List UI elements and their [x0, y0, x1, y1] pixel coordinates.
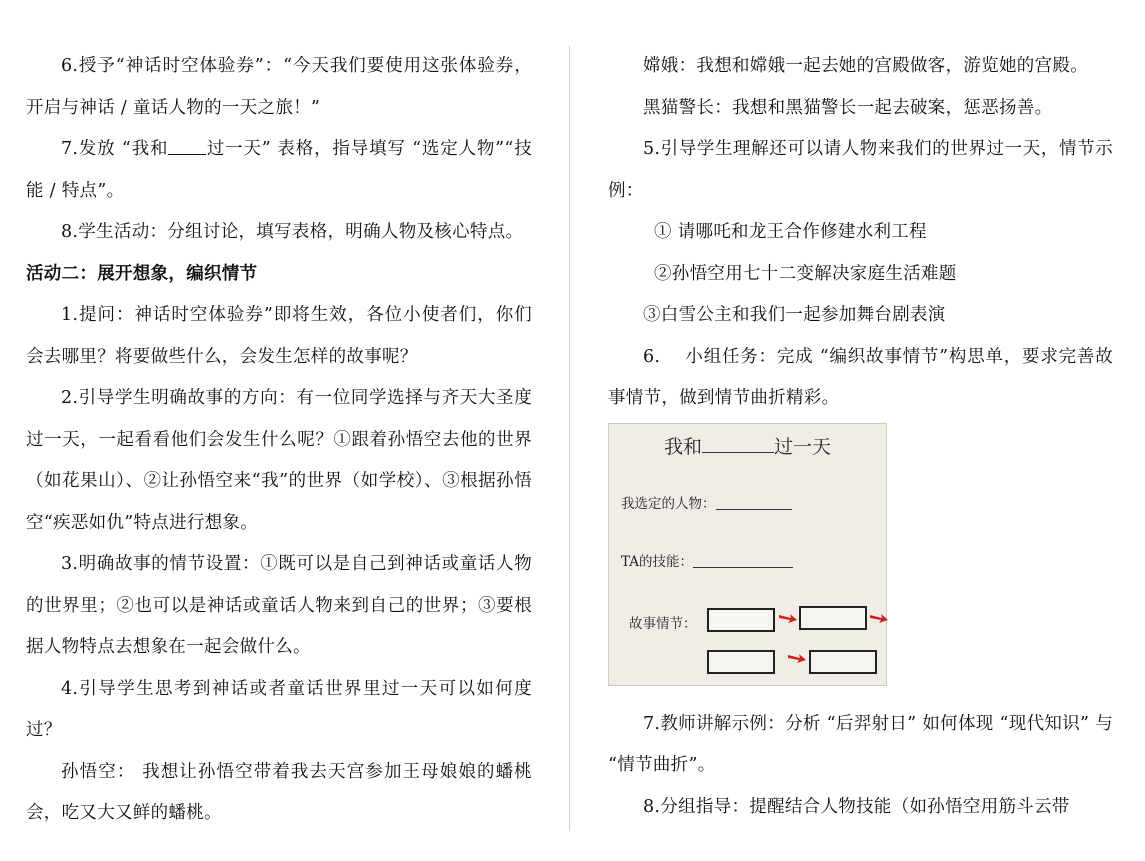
- arrow-icon: [778, 612, 798, 624]
- example-2: ②孙悟空用七十二变解决家庭生活难题: [654, 263, 957, 284]
- para-6: 6.授予“神话时空体验券”：“今天我们要使用这张体验券，开启与神话 / 童话人物的一天之旅！”: [26, 56, 532, 118]
- field-person-label: 我选定的人物：: [621, 496, 716, 512]
- para-7-a: 7.发放 “我和: [61, 139, 169, 159]
- plot-box-2: [799, 606, 867, 630]
- worksheet-field-skill: [621, 550, 793, 570]
- plot-box-3: [707, 650, 775, 674]
- para-7-b: 过一天” 表格，指导填写 “选定人物”“技能 / 特点”。: [26, 139, 532, 201]
- example-1: ① 请哪吒和龙王合作修建水利工程: [654, 222, 927, 242]
- para-wukong: 孙悟空： 我想让孙悟空带着我去天宫参加王母娘娘的蟠桃会，吃又大又鲜的蟠桃。: [26, 761, 532, 823]
- example-3: ③白雪公主和我们一起参加舞台剧表演: [643, 305, 946, 325]
- fill-blank: [168, 136, 206, 155]
- worksheet-field-person: [621, 492, 792, 512]
- para-blackcat: 黑猫警长：我想和黑猫警长一起去破案，惩恶扬善。: [643, 97, 1053, 118]
- worksheet-title-b: 过一天: [774, 436, 832, 458]
- left-column: [26, 0, 532, 835]
- para-7-teacher: 7.教师讲解示例：分析 “后羿射日” 如何体现 “现代知识” 与 “情节曲折”。: [608, 713, 1113, 775]
- para-q2: 2.引导学生明确故事的方向：有一位同学选择与齐天大圣度过一天，一起看看他们会发生什么呢？①跟着孙悟空去他的世界（如花果山）、②让孙悟空来“我”的世界（如学校）、③根据孙悟空“疾恶如仇”特点进行想象。: [26, 388, 532, 533]
- para-q1: 1.提问：神话时空体验券”即将生效，各位小使者们，你们会去哪里？将要做些什么，会发生怎样的故事呢？: [26, 305, 532, 367]
- plot-box-1: [707, 608, 775, 632]
- para-q4: 4.引导学生思考到神话或者童话世界里过一天可以如何度过？: [26, 678, 532, 740]
- para-8: 8.学生活动：分组讨论，填写表格，明确人物及核心特点。: [61, 222, 524, 242]
- para-5: 5.引导学生理解还可以请人物来我们的世界过一天，情节示例：: [608, 139, 1113, 201]
- column-divider: [569, 46, 570, 831]
- worksheet-title-a: 我和: [663, 436, 702, 458]
- right-column: [608, 0, 1113, 828]
- section-heading: 活动二：展开想象，编织情节: [26, 263, 258, 284]
- para-6-task: 6. 小组任务：完成 “编织故事情节”构思单，要求完善故事情节，做到情节曲折精彩。: [608, 346, 1113, 408]
- worksheet-title: [609, 432, 886, 459]
- arrow-icon: [869, 612, 889, 624]
- worksheet-field-plot: [629, 612, 697, 632]
- para-7: [26, 129, 532, 212]
- field-plot-label: 故事情节：: [629, 616, 697, 632]
- field-skill-label: TA的技能：: [621, 554, 694, 570]
- para-q3: 3.明确故事的情节设置：①既可以是自己到神话或童话人物的世界里；②也可以是神话或童话人物来到自己的世界；③要根据人物特点去想象在一起会做什么。: [26, 554, 532, 657]
- field-skill-blank: [693, 555, 793, 568]
- title-blank: [702, 436, 774, 453]
- arrow-icon: [787, 652, 807, 664]
- para-change: 嫦娥：我想和嫦娥一起去她的宫殿做客，游览她的宫殿。: [643, 56, 1088, 76]
- para-8-guide: 8.分组指导：提醒结合人物技能（如孙悟空用筋斗云带: [643, 796, 1070, 817]
- field-person-blank: [716, 497, 792, 510]
- plot-box-4: [809, 650, 877, 674]
- worksheet-image: [608, 423, 887, 686]
